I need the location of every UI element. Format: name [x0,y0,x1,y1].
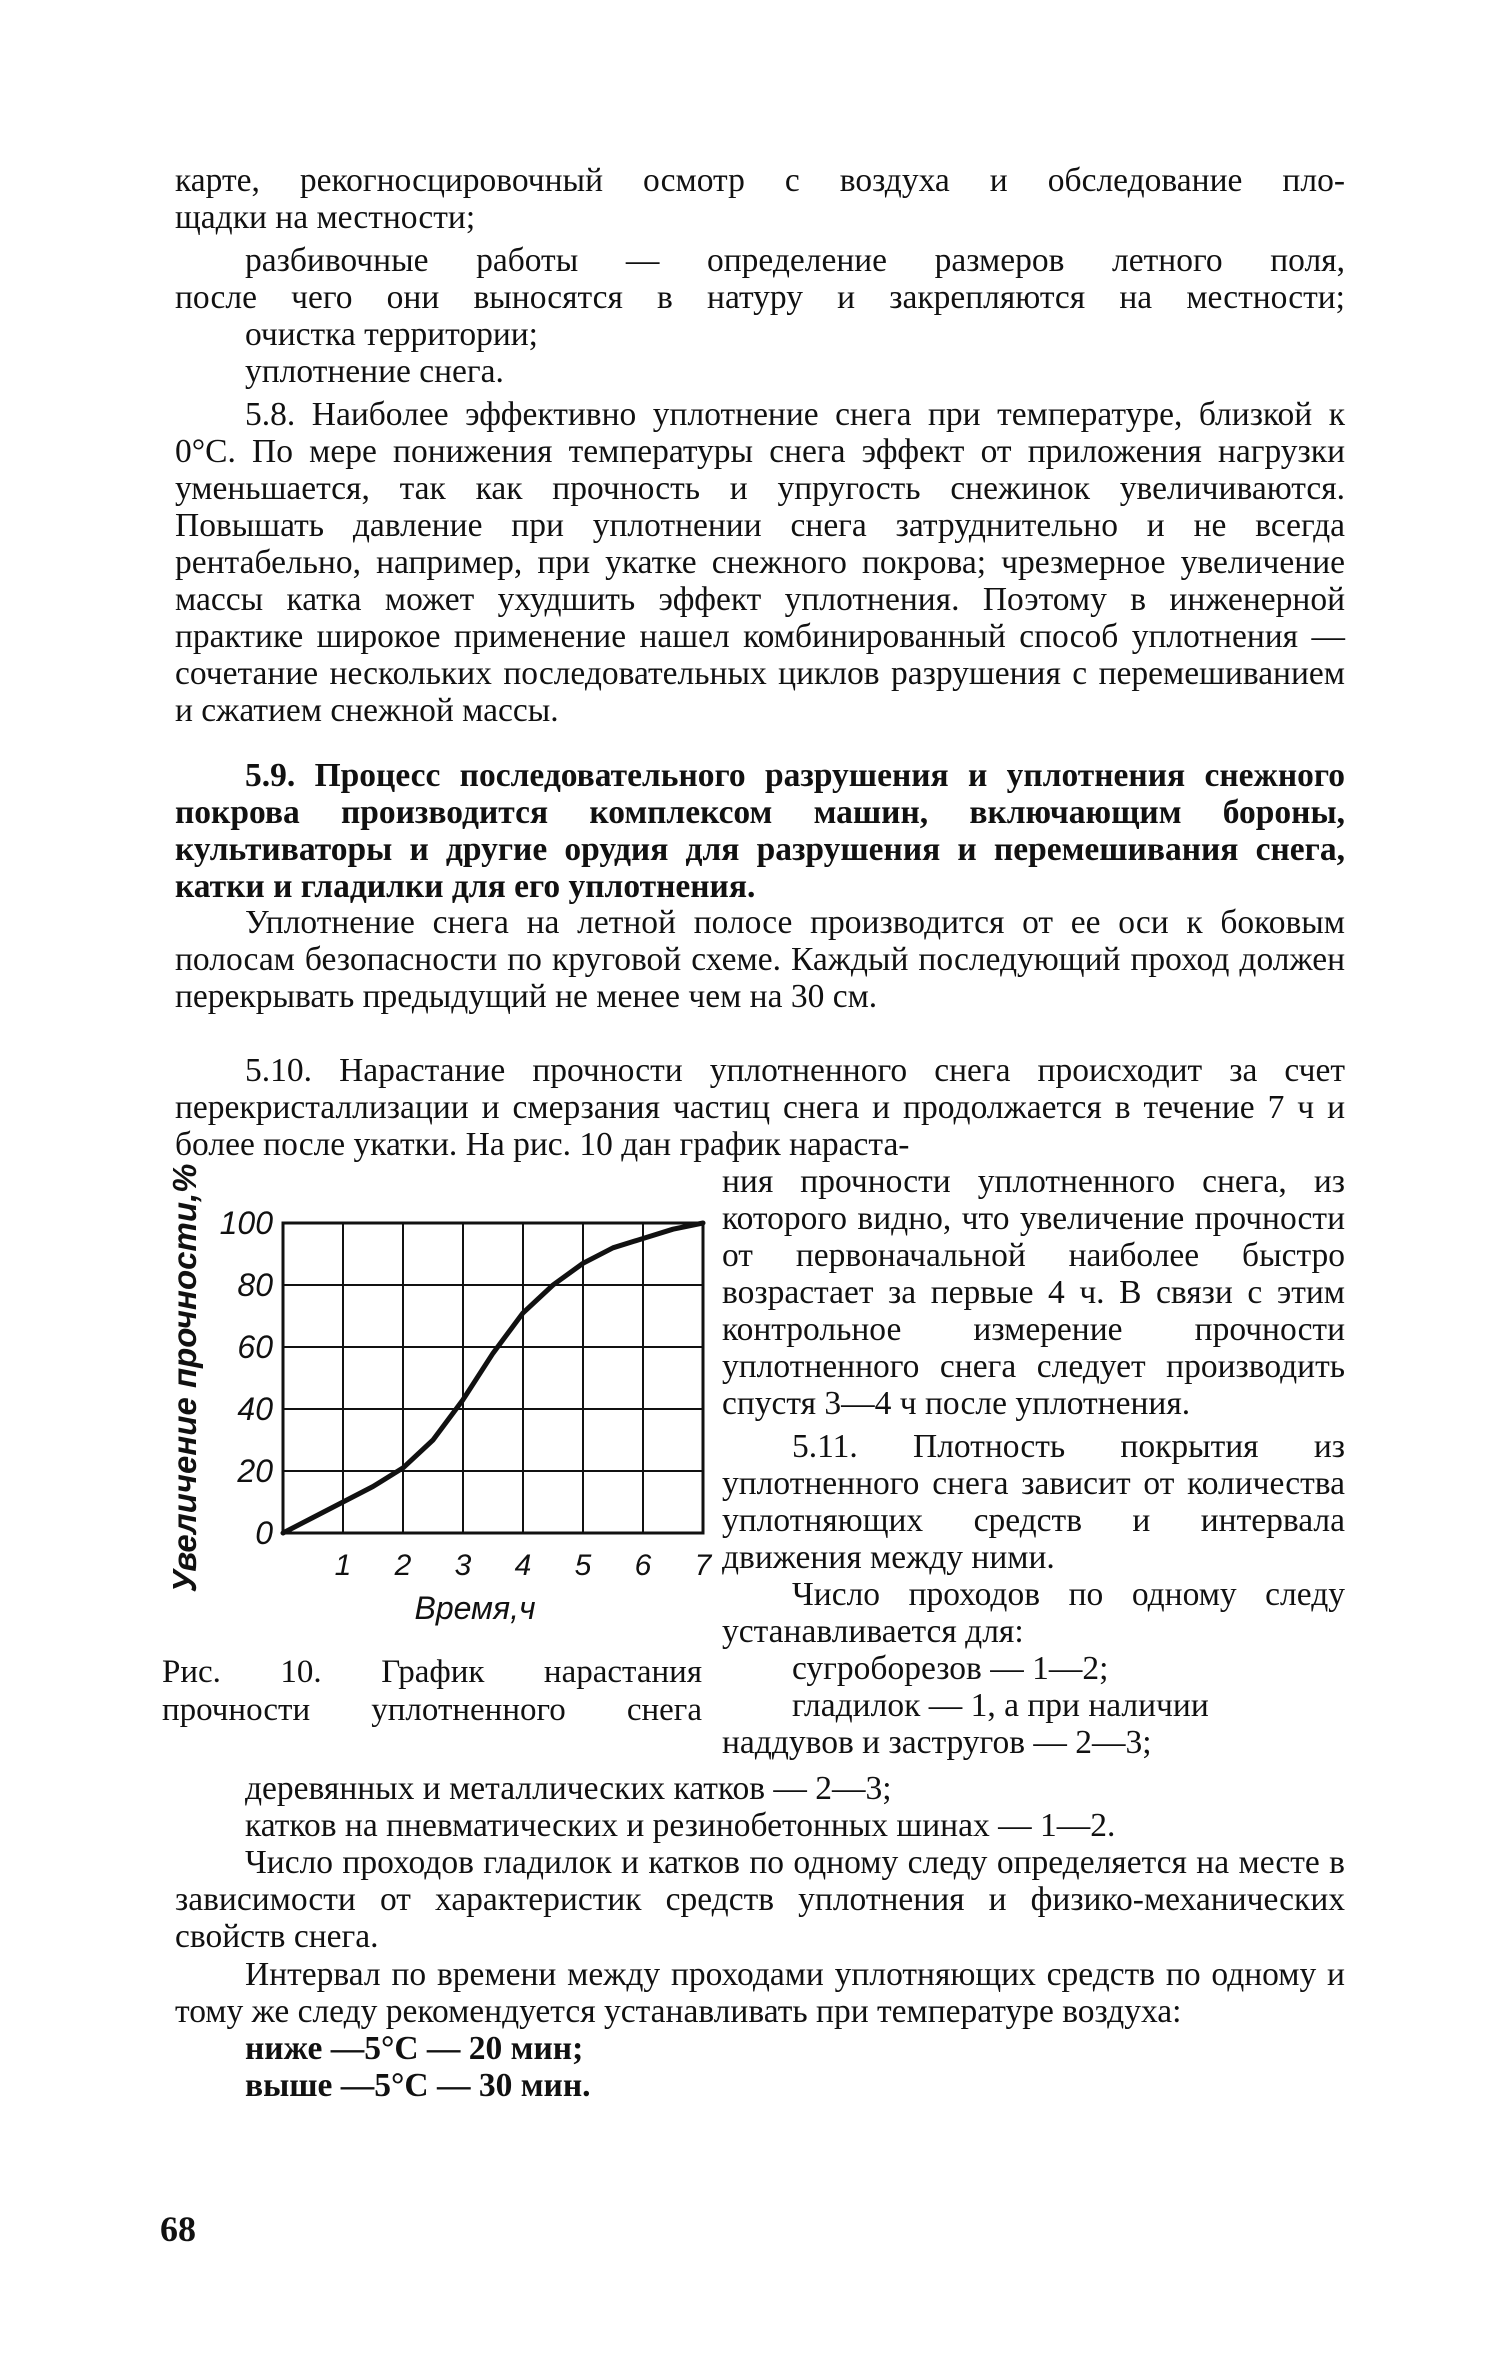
paragraph-runway: Уплотнение снега на летной полосе производится от ее оси к боковым полосам безопасности по круговой схеме. Каждый последующий проход должен перекрывать предыдущий не менее чем на 30 см. [175,904,1345,1015]
list-item: сугроборезов — 1—2; [792,1650,1109,1687]
paragraph-5-10: 5.10. Нарастание прочности уплотненного снега происходит за счет перекристаллизации и смерзания частиц снега и продолжается в течение 7 ч и более после укатки. На рис. 10 дан график нараста- [175,1052,1345,1163]
page-number: 68 [160,2209,196,2249]
y-tick-label: 80 [237,1267,273,1303]
figure-caption [162,1653,702,1729]
y-tick-label: 100 [219,1205,273,1241]
paragraph-5-9: 5.9. Процесс последовательного разрушения и уплотнения снежного покрова производится комплексом машин, включающим бороны, культиваторы и другие орудия для разрушения и перемешивания снега, катки и гладилки для его уплотнения. [175,757,1345,905]
chart-svg [160,1040,720,1640]
text-line: карте, рекогносцировочный осмотр с воздуха и обследование пло- [175,162,1345,199]
list-item: катков на пневматических и резинобетонных шинах — 1—2. [245,1807,1116,1844]
y-axis-label: Увеличение прочности,% [166,1163,203,1593]
section-interval [175,1956,1345,2104]
paragraph-5-11: 5.11. Плотность покрытия из уплотненного снега зависит от количества уплотняющих средств и интервала движения между ними. [722,1428,1345,1576]
x-tick-label: 2 [394,1549,412,1582]
paragraph-interval: Интервал по времени между проходами уплотняющих средств по одному и тому же следу рекомендуется устанавливать при температуре воздуха: [175,1956,1345,2030]
caption-line: Рис. 10. График нарастания [162,1654,702,1690]
plot-frame [283,1223,703,1533]
list-item: гладилок — 1, а при наличии [792,1687,1209,1724]
side-column [722,1163,1345,1761]
section-5-8 [175,396,1345,729]
y-tick-label: 20 [237,1453,273,1489]
caption-line: прочности уплотненного снега [162,1692,702,1728]
paragraph-5-10-continued: ния прочности уплотненного снега, из которого видно, что увеличение прочности от первоначальной наиболее быстро возрастает за первые 4 ч. В связи с этим контрольное измерение прочности уплотненного снега следует производить спустя 3—4 ч после уплотнения. [722,1163,1345,1422]
y-tick-label: 60 [237,1329,273,1365]
x-axis-label: Время,ч [414,1590,536,1626]
list-item: деревянных и металлических катков — 2—3; [245,1770,892,1807]
paragraph-after-list: Число проходов гладилок и катков по одному следу определяется на месте в зависимости от характеристик средств уплотнения и физико-механических свойств снега. [175,1844,1345,1955]
text-line: уплотнение снега. [245,353,504,390]
text-line: после чего они выносятся в натуру и закрепляются на местности; [175,279,1345,316]
x-tick-label: 3 [454,1549,472,1582]
section-5-9 [175,757,1345,905]
paragraph-passes: Число проходов по одному следу устанавливается для: [722,1576,1345,1650]
x-tick-label: 6 [634,1549,652,1582]
x-tick-label: 4 [514,1549,532,1582]
y-tick-label: 40 [237,1391,273,1427]
list-item: наддувов и застругов — 2—3; [722,1724,1152,1761]
x-tick-label: 7 [694,1549,712,1582]
strength-curve [283,1223,703,1533]
list-item: ниже —5°С — 20 мин; [245,2030,584,2067]
list-item: выше —5°С — 30 мин. [245,2067,591,2104]
strength-growth-chart [160,1040,720,1645]
x-tick-label: 1 [334,1549,352,1582]
section-runway [175,904,1345,1015]
text-line: щадки на местности; [175,199,476,236]
list-full-width [175,1770,1345,1955]
x-tick-label: 5 [574,1549,592,1582]
top-block [175,162,1345,390]
text-line: очистка территории; [245,316,538,353]
text-line: разбивочные работы — определение размеров летного поля, [245,242,1345,279]
paragraph-5-8: 5.8. Наиболее эффективно уплотнение снега при температуре, близкой к 0°C. По мере понижения температуры снега эффект от приложения нагрузки уменьшается, так как прочность и упругость снежинок увеличиваются. Повышать давление при уплотнении снега затруднительно и не всегда рентабельно, например, при укатке снежного покрова; чрезмерное увеличение массы катка может ухудшить эффект уплотнения. Поэтому в инженерной практике широкое применение нашел комбинированный способ уплотнения — сочетание нескольких последовательных циклов разрушения с перемешиванием и сжатием снежной массы. [175,396,1345,729]
y-tick-label: 0 [255,1515,273,1551]
